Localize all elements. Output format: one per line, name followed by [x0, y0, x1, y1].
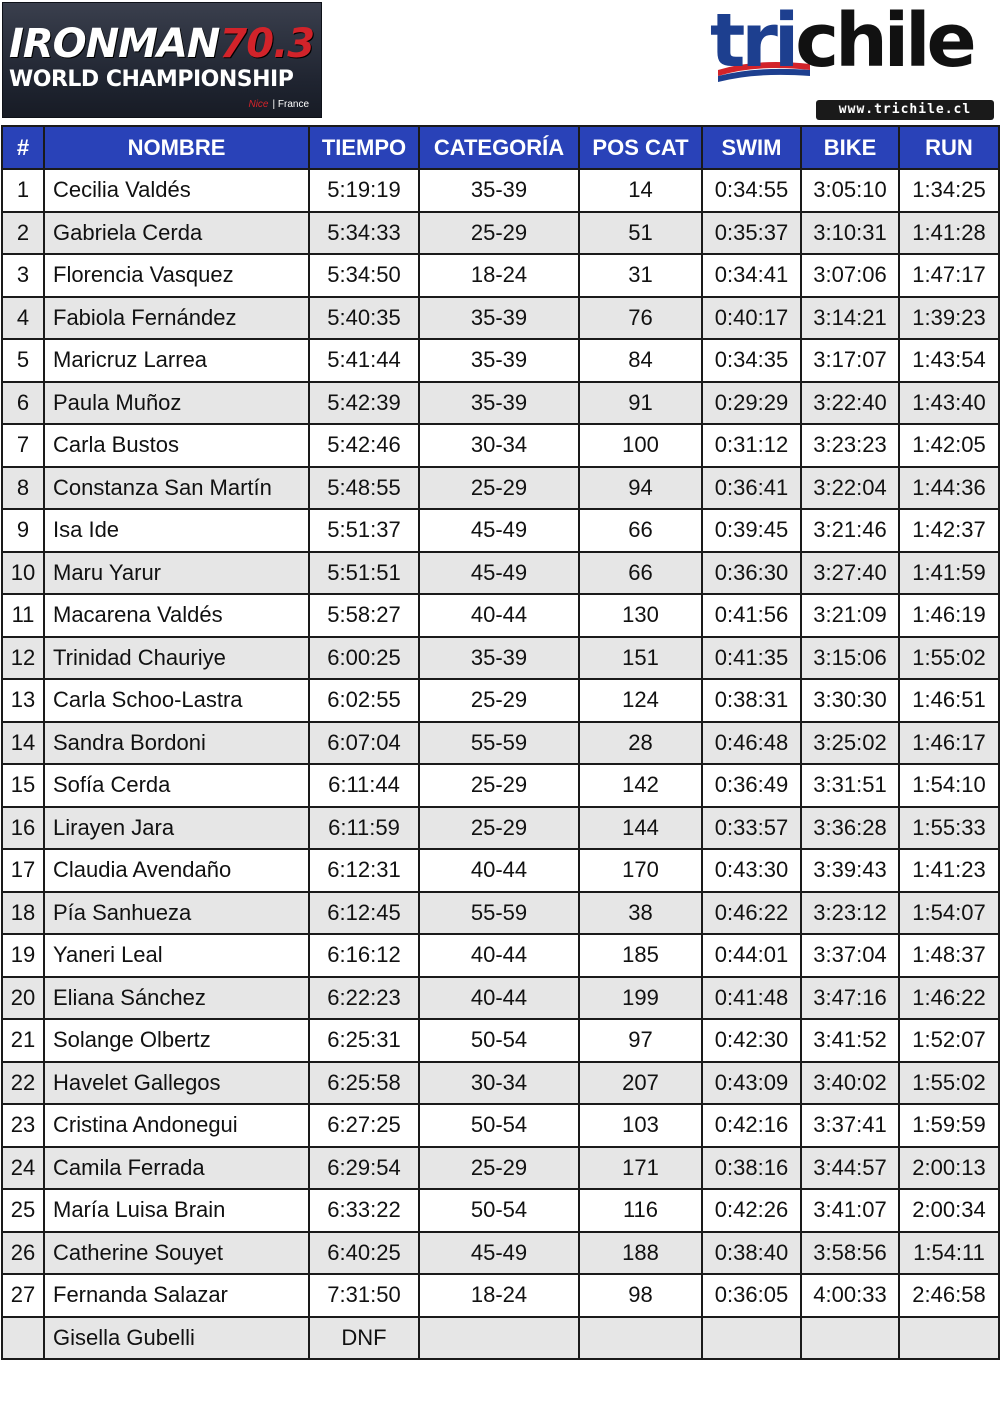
col-pos-cat-cell: 97	[579, 1019, 702, 1062]
col-nombre-cell: María Luisa Brain	[44, 1189, 309, 1232]
col-tiempo-cell: DNF	[309, 1317, 419, 1360]
col-tiempo-cell: 5:51:51	[309, 552, 419, 595]
col-tiempo-cell: 6:25:58	[309, 1062, 419, 1105]
col-tiempo-cell: 6:29:54	[309, 1147, 419, 1190]
col-nombre-cell: Fernanda Salazar	[44, 1274, 309, 1317]
table-row	[2, 424, 999, 467]
col-categoria-cell: 45-49	[419, 552, 579, 595]
col-tiempo-cell: 5:48:55	[309, 467, 419, 510]
col-swim-cell: 0:41:35	[702, 637, 801, 680]
col-number-cell: 27	[2, 1274, 44, 1317]
table-row	[2, 382, 999, 425]
col-swim-cell: 0:34:41	[702, 254, 801, 297]
col-bike-cell: 3:27:40	[801, 552, 899, 595]
col-pos-cat-cell: 14	[579, 169, 702, 212]
col-bike-cell: 3:41:52	[801, 1019, 899, 1062]
ironman-logo-location: Nice | France	[248, 99, 309, 110]
col-nombre-header: NOMBRE	[44, 126, 309, 169]
table-row	[2, 594, 999, 637]
col-nombre-cell: Paula Muñoz	[44, 382, 309, 425]
col-run-cell: 2:00:34	[899, 1189, 999, 1232]
table-row	[2, 764, 999, 807]
col-swim-cell: 0:36:30	[702, 552, 801, 595]
table-row	[2, 1317, 999, 1360]
col-bike-cell: 3:37:41	[801, 1104, 899, 1147]
results-table	[1, 125, 1000, 1360]
col-tiempo-cell: 6:25:31	[309, 1019, 419, 1062]
col-nombre-cell: Pía Sanhueza	[44, 892, 309, 935]
col-run-cell: 1:42:05	[899, 424, 999, 467]
col-swim-cell: 0:42:16	[702, 1104, 801, 1147]
col-bike-cell: 3:21:46	[801, 509, 899, 552]
ironman-logo-subtitle: WORLD CHAMPIONSHIP	[9, 67, 294, 92]
col-nombre-cell: Sandra Bordoni	[44, 722, 309, 765]
col-number-cell: 17	[2, 849, 44, 892]
col-nombre-cell: Sofía Cerda	[44, 764, 309, 807]
col-categoria-cell: 25-29	[419, 679, 579, 722]
col-number-cell: 25	[2, 1189, 44, 1232]
col-bike-cell: 3:41:07	[801, 1189, 899, 1232]
col-run-cell	[899, 1317, 999, 1360]
col-swim-cell: 0:46:48	[702, 722, 801, 765]
col-tiempo-cell: 6:07:04	[309, 722, 419, 765]
col-run-cell: 1:54:07	[899, 892, 999, 935]
table-row	[2, 934, 999, 977]
col-number-cell: 10	[2, 552, 44, 595]
table-row	[2, 679, 999, 722]
table-row	[2, 297, 999, 340]
col-pos-cat-cell: 116	[579, 1189, 702, 1232]
col-tiempo-cell: 6:12:31	[309, 849, 419, 892]
col-run-cell: 1:39:23	[899, 297, 999, 340]
col-pos-cat-cell: 94	[579, 467, 702, 510]
col-nombre-cell: Maru Yarur	[44, 552, 309, 595]
col-swim-cell: 0:42:30	[702, 1019, 801, 1062]
col-swim-cell: 0:42:26	[702, 1189, 801, 1232]
col-tiempo-cell: 6:11:59	[309, 807, 419, 850]
col-run-cell: 1:43:40	[899, 382, 999, 425]
col-bike-cell: 3:15:06	[801, 637, 899, 680]
col-tiempo-cell: 5:34:50	[309, 254, 419, 297]
col-bike-cell	[801, 1317, 899, 1360]
col-bike-cell: 3:39:43	[801, 849, 899, 892]
col-pos-cat-cell: 84	[579, 339, 702, 382]
col-bike-cell: 3:22:40	[801, 382, 899, 425]
col-tiempo-cell: 6:12:45	[309, 892, 419, 935]
col-tiempo-cell: 5:34:33	[309, 212, 419, 255]
col-bike-cell: 3:44:57	[801, 1147, 899, 1190]
col-number-cell: 6	[2, 382, 44, 425]
table-header-row	[2, 126, 999, 169]
col-swim-cell: 0:39:45	[702, 509, 801, 552]
col-categoria-cell: 30-34	[419, 1062, 579, 1105]
col-run-cell: 1:41:28	[899, 212, 999, 255]
col-number-cell: 3	[2, 254, 44, 297]
col-run-cell: 1:44:36	[899, 467, 999, 510]
col-run-cell: 1:46:19	[899, 594, 999, 637]
col-number-cell: 12	[2, 637, 44, 680]
table-row	[2, 339, 999, 382]
table-row	[2, 892, 999, 935]
col-number-cell: 9	[2, 509, 44, 552]
col-pos-cat-cell: 188	[579, 1232, 702, 1275]
col-pos-cat-cell: 170	[579, 849, 702, 892]
col-swim-cell: 0:36:49	[702, 764, 801, 807]
col-bike-cell: 3:05:10	[801, 169, 899, 212]
col-categoria-cell: 45-49	[419, 509, 579, 552]
col-swim-cell: 0:38:16	[702, 1147, 801, 1190]
col-bike-cell: 3:23:23	[801, 424, 899, 467]
col-tiempo-cell: 6:40:25	[309, 1232, 419, 1275]
trichile-logo	[708, 0, 998, 122]
col-pos-cat-cell: 171	[579, 1147, 702, 1190]
col-tiempo-cell: 7:31:50	[309, 1274, 419, 1317]
col-tiempo-cell: 5:41:44	[309, 339, 419, 382]
col-categoria-cell: 35-39	[419, 637, 579, 680]
col-pos-cat-cell: 103	[579, 1104, 702, 1147]
col-number-cell: 11	[2, 594, 44, 637]
col-nombre-cell: Havelet Gallegos	[44, 1062, 309, 1105]
col-pos-cat-cell: 66	[579, 509, 702, 552]
col-swim-cell: 0:41:48	[702, 977, 801, 1020]
col-nombre-cell: Gisella Gubelli	[44, 1317, 309, 1360]
col-tiempo-cell: 6:16:12	[309, 934, 419, 977]
col-nombre-cell: Solange Olbertz	[44, 1019, 309, 1062]
table-row	[2, 467, 999, 510]
col-pos-cat-cell: 124	[579, 679, 702, 722]
col-run-cell: 1:55:02	[899, 1062, 999, 1105]
col-pos-cat-cell: 207	[579, 1062, 702, 1105]
col-pos-cat-cell: 91	[579, 382, 702, 425]
col-nombre-cell: Isa Ide	[44, 509, 309, 552]
col-run-cell: 1:59:59	[899, 1104, 999, 1147]
table-row	[2, 1147, 999, 1190]
table-row	[2, 1232, 999, 1275]
col-bike-cell: 3:23:12	[801, 892, 899, 935]
col-nombre-cell: Florencia Vasquez	[44, 254, 309, 297]
col-pos-cat-cell: 98	[579, 1274, 702, 1317]
col-categoria-cell: 25-29	[419, 764, 579, 807]
col-pos-cat-cell: 51	[579, 212, 702, 255]
col-pos-cat-cell: 185	[579, 934, 702, 977]
table-row	[2, 849, 999, 892]
table-row	[2, 1062, 999, 1105]
col-number-cell: 1	[2, 169, 44, 212]
col-pos-cat-cell: 151	[579, 637, 702, 680]
col-nombre-cell: Lirayen Jara	[44, 807, 309, 850]
table-row	[2, 552, 999, 595]
table-row	[2, 1189, 999, 1232]
col-pos-cat-cell: 144	[579, 807, 702, 850]
col-categoria-cell: 35-39	[419, 297, 579, 340]
col-run-cell: 1:46:17	[899, 722, 999, 765]
col-number-cell: 7	[2, 424, 44, 467]
col-number-cell: 18	[2, 892, 44, 935]
col-categoria-cell: 55-59	[419, 892, 579, 935]
col-swim-cell: 0:34:55	[702, 169, 801, 212]
col-tiempo-cell: 6:22:23	[309, 977, 419, 1020]
col-run-cell: 1:43:54	[899, 339, 999, 382]
col-swim-cell: 0:35:37	[702, 212, 801, 255]
col-number-cell: 20	[2, 977, 44, 1020]
col-categoria-header: CATEGORÍA	[419, 126, 579, 169]
col-bike-cell: 3:31:51	[801, 764, 899, 807]
table-row	[2, 254, 999, 297]
col-categoria-cell: 50-54	[419, 1104, 579, 1147]
col-pos-cat-cell	[579, 1317, 702, 1360]
col-bike-cell: 3:25:02	[801, 722, 899, 765]
col-swim-cell: 0:31:12	[702, 424, 801, 467]
col-run-header: RUN	[899, 126, 999, 169]
col-swim-cell: 0:33:57	[702, 807, 801, 850]
col-tiempo-cell: 6:33:22	[309, 1189, 419, 1232]
col-categoria-cell: 18-24	[419, 254, 579, 297]
col-nombre-cell: Cristina Andonegui	[44, 1104, 309, 1147]
col-number-cell: 4	[2, 297, 44, 340]
col-categoria-cell: 45-49	[419, 1232, 579, 1275]
col-number-cell: 22	[2, 1062, 44, 1105]
col-tiempo-cell: 5:58:27	[309, 594, 419, 637]
col-nombre-cell: Fabiola Fernández	[44, 297, 309, 340]
col-swim-cell: 0:38:40	[702, 1232, 801, 1275]
col-tiempo-cell: 5:42:39	[309, 382, 419, 425]
col-number-cell: 5	[2, 339, 44, 382]
col-tiempo-cell: 5:42:46	[309, 424, 419, 467]
trichile-wordmark: trichile	[710, 0, 973, 84]
col-categoria-cell: 35-39	[419, 169, 579, 212]
col-nombre-cell: Macarena Valdés	[44, 594, 309, 637]
col-categoria-cell: 50-54	[419, 1019, 579, 1062]
col-swim-cell: 0:38:31	[702, 679, 801, 722]
col-number-cell: 16	[2, 807, 44, 850]
col-pos-cat-cell: 142	[579, 764, 702, 807]
col-number-cell: 23	[2, 1104, 44, 1147]
col-bike-cell: 3:17:07	[801, 339, 899, 382]
col-categoria-cell: 25-29	[419, 212, 579, 255]
col-categoria-cell: 18-24	[419, 1274, 579, 1317]
col-number-cell: 14	[2, 722, 44, 765]
col-nombre-cell: Trinidad Chauriye	[44, 637, 309, 680]
col-categoria-cell: 25-29	[419, 1147, 579, 1190]
col-pos-cat-cell: 28	[579, 722, 702, 765]
col-nombre-cell: Eliana Sánchez	[44, 977, 309, 1020]
col-categoria-cell: 25-29	[419, 807, 579, 850]
col-nombre-cell: Carla Schoo-Lastra	[44, 679, 309, 722]
col-nombre-cell: Gabriela Cerda	[44, 212, 309, 255]
col-categoria-cell: 55-59	[419, 722, 579, 765]
col-nombre-cell: Maricruz Larrea	[44, 339, 309, 382]
col-bike-cell: 3:22:04	[801, 467, 899, 510]
table-row	[2, 1274, 999, 1317]
col-bike-cell: 3:21:09	[801, 594, 899, 637]
col-categoria-cell: 35-39	[419, 339, 579, 382]
col-run-cell: 1:46:51	[899, 679, 999, 722]
col-bike-cell: 3:10:31	[801, 212, 899, 255]
col-categoria-cell: 30-34	[419, 424, 579, 467]
col-run-cell: 1:34:25	[899, 169, 999, 212]
col-run-cell: 1:54:10	[899, 764, 999, 807]
col-swim-cell: 0:29:29	[702, 382, 801, 425]
table-row	[2, 169, 999, 212]
col-swim-cell: 0:43:09	[702, 1062, 801, 1105]
col-bike-cell: 3:07:06	[801, 254, 899, 297]
col-bike-cell: 4:00:33	[801, 1274, 899, 1317]
col-swim-cell: 0:41:56	[702, 594, 801, 637]
col-pos-cat-cell: 130	[579, 594, 702, 637]
col-run-cell: 1:41:23	[899, 849, 999, 892]
col-tiempo-cell: 5:19:19	[309, 169, 419, 212]
col-bike-cell: 3:36:28	[801, 807, 899, 850]
table-row	[2, 1104, 999, 1147]
col-nombre-cell: Yaneri Leal	[44, 934, 309, 977]
col-run-cell: 1:46:22	[899, 977, 999, 1020]
table-row	[2, 977, 999, 1020]
col-categoria-cell: 40-44	[419, 849, 579, 892]
col-pos-cat-cell: 100	[579, 424, 702, 467]
col-bike-cell: 3:40:02	[801, 1062, 899, 1105]
col-bike-cell: 3:14:21	[801, 297, 899, 340]
page-header	[0, 0, 1000, 122]
col-bike-header: BIKE	[801, 126, 899, 169]
ironman-logo-title: IRONMAN70.3	[9, 21, 315, 67]
table-row	[2, 212, 999, 255]
table-row	[2, 1019, 999, 1062]
col-categoria-cell: 40-44	[419, 594, 579, 637]
col-categoria-cell: 35-39	[419, 382, 579, 425]
col-number-cell: 13	[2, 679, 44, 722]
col-swim-cell: 0:46:22	[702, 892, 801, 935]
table-row	[2, 509, 999, 552]
col-categoria-cell: 40-44	[419, 977, 579, 1020]
col-swim-cell: 0:36:05	[702, 1274, 801, 1317]
col-number-cell: 21	[2, 1019, 44, 1062]
col-tiempo-header: TIEMPO	[309, 126, 419, 169]
col-categoria-cell: 50-54	[419, 1189, 579, 1232]
col-number-cell: 2	[2, 212, 44, 255]
col-number-cell: 15	[2, 764, 44, 807]
col-categoria-cell: 40-44	[419, 934, 579, 977]
col-nombre-cell: Catherine Souyet	[44, 1232, 309, 1275]
col-run-cell: 1:54:11	[899, 1232, 999, 1275]
col-tiempo-cell: 6:11:44	[309, 764, 419, 807]
col-run-cell: 1:48:37	[899, 934, 999, 977]
col-swim-header: SWIM	[702, 126, 801, 169]
col-categoria-cell	[419, 1317, 579, 1360]
col-nombre-cell: Cecilia Valdés	[44, 169, 309, 212]
col-bike-cell: 3:37:04	[801, 934, 899, 977]
col-swim-cell: 0:40:17	[702, 297, 801, 340]
table-row	[2, 637, 999, 680]
col-pos-cat-cell: 199	[579, 977, 702, 1020]
col-swim-cell: 0:36:41	[702, 467, 801, 510]
col-run-cell: 1:42:37	[899, 509, 999, 552]
col-nombre-cell: Constanza San Martín	[44, 467, 309, 510]
col-number-cell: 26	[2, 1232, 44, 1275]
col-tiempo-cell: 6:00:25	[309, 637, 419, 680]
col-run-cell: 2:46:58	[899, 1274, 999, 1317]
col-nombre-cell: Claudia Avendaño	[44, 849, 309, 892]
col-tiempo-cell: 5:40:35	[309, 297, 419, 340]
col-swim-cell: 0:43:30	[702, 849, 801, 892]
col-number-cell: 24	[2, 1147, 44, 1190]
col-swim-cell: 0:44:01	[702, 934, 801, 977]
col-run-cell: 1:41:59	[899, 552, 999, 595]
col-nombre-cell: Carla Bustos	[44, 424, 309, 467]
col-number-header: #	[2, 126, 44, 169]
col-run-cell: 1:55:02	[899, 637, 999, 680]
col-tiempo-cell: 6:02:55	[309, 679, 419, 722]
col-bike-cell: 3:30:30	[801, 679, 899, 722]
col-tiempo-cell: 5:51:37	[309, 509, 419, 552]
col-pos-cat-cell: 38	[579, 892, 702, 935]
col-run-cell: 2:00:13	[899, 1147, 999, 1190]
col-run-cell: 1:47:17	[899, 254, 999, 297]
col-number-cell: 19	[2, 934, 44, 977]
col-run-cell: 1:55:33	[899, 807, 999, 850]
col-pos-cat-header: POS CAT	[579, 126, 702, 169]
col-pos-cat-cell: 31	[579, 254, 702, 297]
col-nombre-cell: Camila Ferrada	[44, 1147, 309, 1190]
ironman-logo	[2, 2, 322, 118]
col-bike-cell: 3:58:56	[801, 1232, 899, 1275]
col-categoria-cell: 25-29	[419, 467, 579, 510]
col-tiempo-cell: 6:27:25	[309, 1104, 419, 1147]
col-swim-cell	[702, 1317, 801, 1360]
col-number-cell: 8	[2, 467, 44, 510]
col-bike-cell: 3:47:16	[801, 977, 899, 1020]
col-pos-cat-cell: 66	[579, 552, 702, 595]
col-number-cell	[2, 1317, 44, 1360]
trichile-url: www.trichile.cl	[816, 100, 994, 120]
col-run-cell: 1:52:07	[899, 1019, 999, 1062]
col-swim-cell: 0:34:35	[702, 339, 801, 382]
table-row	[2, 807, 999, 850]
table-row	[2, 722, 999, 765]
col-pos-cat-cell: 76	[579, 297, 702, 340]
